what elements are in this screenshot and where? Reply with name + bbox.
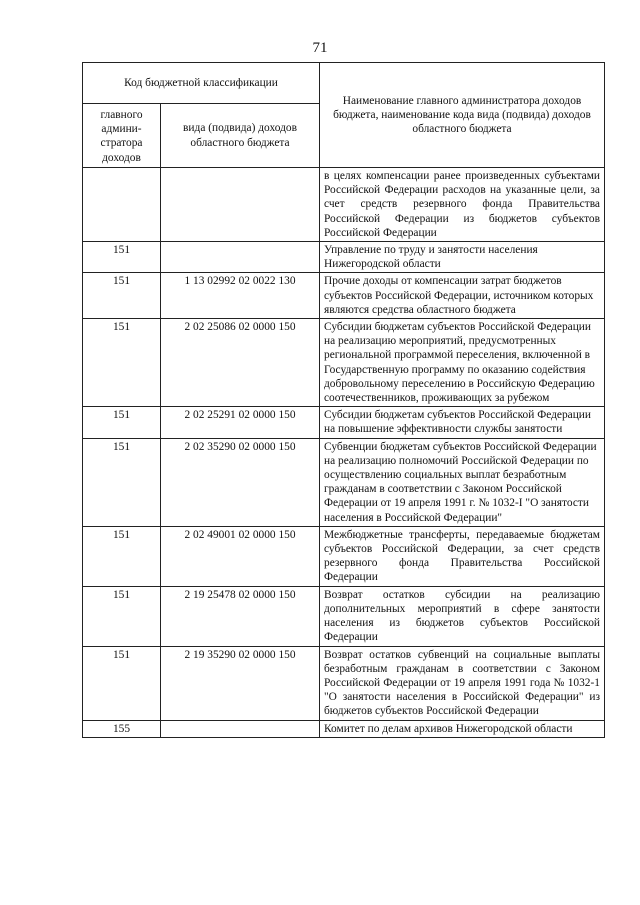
income-kind-cell: 2 02 35290 02 0000 150 (161, 438, 320, 526)
name-cell: Субсидии бюджетам субъектов Российской Федерации на реализацию мероприятий, предусмотренных региональной программой переселения, включенной в Государственную программу по оказанию содействия добровольному переселению в Российскую Федерацию соотечественников, проживающих за рубежом (320, 319, 605, 407)
name-cell: Возврат остатков субвенций на социальные выплаты безработным гражданам в соответствии с Законом Российской Федерации от 19 апреля 1991 года № 1032-1 "О занятости населения в Российской Федерации" из бюджетов субъектов Российской Федерации (320, 646, 605, 720)
table-row (83, 438, 605, 526)
income-kind-cell: 2 19 35290 02 0000 150 (161, 646, 320, 720)
admin-code-cell: 151 (83, 438, 161, 526)
header-admin-column: главного админи-стратора доходов (83, 104, 161, 168)
table-row (83, 526, 605, 586)
table-row (83, 720, 605, 737)
table-row (83, 586, 605, 646)
admin-code-cell: 151 (83, 242, 161, 273)
income-kind-cell (161, 720, 320, 737)
table-row (83, 242, 605, 273)
name-cell: Межбюджетные трансферты, передаваемые бюджетам субъектов Российской Федерации, за счет средств резервного фонда Правительства Российской Федерации (320, 526, 605, 586)
table-row (83, 646, 605, 720)
table-row (83, 407, 605, 438)
budget-classification-table (82, 62, 605, 738)
table-row (83, 168, 605, 242)
name-cell: Прочие доходы от компенсации затрат бюджетов субъектов Российской Федерации, источником которых являются средства областного бюджета (320, 273, 605, 319)
income-kind-cell: 1 13 02992 02 0022 130 (161, 273, 320, 319)
name-cell: Субсидии бюджетам субъектов Российской Федерации на повышение эффективности службы занятости (320, 407, 605, 438)
name-cell: в целях компенсации ранее произведенных субъектами Российской Федерации расходов на указанные цели, за счет средств резервного фонда Правительства Российской Федерации из бюджетов субъектов Российской Федерации (320, 168, 605, 242)
name-cell: Субвенции бюджетам субъектов Российской Федерации на реализацию полномочий Российской Федерации по осуществлению социальных выплат безработным гражданам в соответствии с Законом Российской Федерации от 19 апреля 1991 г. № 1032-I "О занятости населения в Российской Федерации" (320, 438, 605, 526)
table-header-row (83, 63, 605, 104)
admin-code-cell: 151 (83, 526, 161, 586)
admin-code-cell: 151 (83, 319, 161, 407)
header-kind-column: вида (подвида) доходов областного бюджета (161, 104, 320, 168)
header-name-column: Наименование главного администратора доходов бюджета, наименование кода вида (подвида) доходов областного бюджета (320, 63, 605, 168)
header-code-group: Код бюджетной классификации (83, 63, 320, 104)
admin-code-cell: 151 (83, 273, 161, 319)
name-cell: Управление по труду и занятости населения Нижегородской области (320, 242, 605, 273)
admin-code-cell: 151 (83, 407, 161, 438)
table-row (83, 273, 605, 319)
admin-code-cell: 155 (83, 720, 161, 737)
name-cell: Комитет по делам архивов Нижегородской области (320, 720, 605, 737)
name-cell: Возврат остатков субсидии на реализацию дополнительных мероприятий в сфере занятости населения из бюджетов субъектов Российской Федерации (320, 586, 605, 646)
income-kind-cell: 2 02 49001 02 0000 150 (161, 526, 320, 586)
admin-code-cell: 151 (83, 646, 161, 720)
income-kind-cell: 2 02 25291 02 0000 150 (161, 407, 320, 438)
income-kind-cell (161, 168, 320, 242)
income-kind-cell (161, 242, 320, 273)
table-row (83, 319, 605, 407)
income-kind-cell: 2 19 25478 02 0000 150 (161, 586, 320, 646)
admin-code-cell: 151 (83, 586, 161, 646)
page-number: 71 (312, 40, 328, 56)
admin-code-cell (83, 168, 161, 242)
income-kind-cell: 2 02 25086 02 0000 150 (161, 319, 320, 407)
